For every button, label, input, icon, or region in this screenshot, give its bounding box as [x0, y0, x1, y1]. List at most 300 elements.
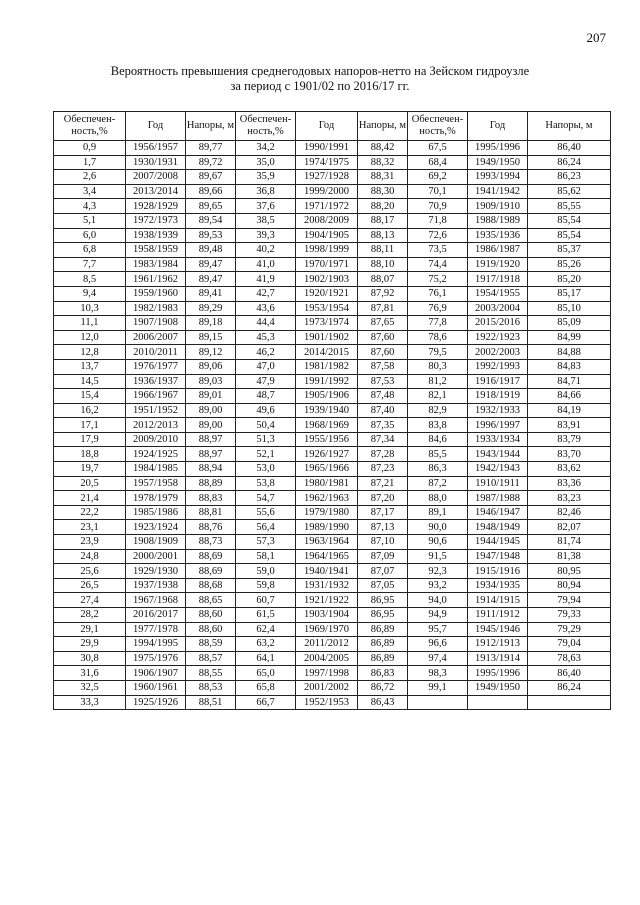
year-cell: 1927/1928	[296, 170, 358, 185]
table-row	[54, 213, 611, 228]
table-row	[54, 680, 611, 695]
probability-cell: 72,6	[408, 228, 468, 243]
head-cell: 88,97	[186, 432, 236, 447]
year-cell: 1909/1910	[468, 199, 528, 214]
page-number: 207	[586, 30, 606, 45]
head-cell: 89,03	[186, 374, 236, 389]
head-cell: 79,29	[528, 622, 611, 637]
head-cell: 86,24	[528, 680, 611, 695]
head-cell: 88,69	[186, 549, 236, 564]
year-cell: 1980/1981	[296, 476, 358, 491]
table-row	[54, 199, 611, 214]
probability-cell: 50,4	[236, 418, 296, 433]
table-row	[54, 432, 611, 447]
head-cell: 89,67	[186, 170, 236, 185]
head-cell: 87,35	[358, 418, 408, 433]
head-cell: 89,00	[186, 403, 236, 418]
probability-cell: 11,1	[54, 316, 126, 331]
year-cell: 1928/1929	[126, 199, 186, 214]
probability-cell: 6,8	[54, 243, 126, 258]
head-cell: 88,51	[186, 695, 236, 710]
probability-cell: 88,0	[408, 491, 468, 506]
table-row	[54, 374, 611, 389]
year-cell: 1915/1916	[468, 564, 528, 579]
head-cell: 85,54	[528, 213, 611, 228]
head-cell: 79,04	[528, 637, 611, 652]
table-row	[54, 666, 611, 681]
head-cell: 85,55	[528, 199, 611, 214]
head-cell: 86,89	[358, 651, 408, 666]
head-cell: 89,53	[186, 228, 236, 243]
head-cell: 87,28	[358, 447, 408, 462]
year-cell: 1984/1985	[126, 462, 186, 477]
probability-cell: 77,8	[408, 316, 468, 331]
head-cell: 88,60	[186, 622, 236, 637]
year-cell: 1952/1953	[296, 695, 358, 710]
head-cell: 87,60	[358, 345, 408, 360]
year-cell: 2002/2003	[468, 345, 528, 360]
probability-cell: 49,6	[236, 403, 296, 418]
year-cell: 1949/1950	[468, 155, 528, 170]
table-row	[54, 593, 611, 608]
probability-cell: 63,2	[236, 637, 296, 652]
probability-cell: 38,5	[236, 213, 296, 228]
year-cell: 1905/1906	[296, 389, 358, 404]
year-cell: 1954/1955	[468, 286, 528, 301]
probability-cell: 82,9	[408, 403, 468, 418]
head-cell: 87,60	[358, 330, 408, 345]
probability-cell: 90,0	[408, 520, 468, 535]
year-cell: 1934/1935	[468, 578, 528, 593]
year-cell: 1994/1995	[126, 637, 186, 652]
table-row	[54, 651, 611, 666]
probability-cell: 89,1	[408, 505, 468, 520]
probability-cell: 53,8	[236, 476, 296, 491]
title-line-2: за период с 1901/02 по 2016/17 гг.	[230, 79, 410, 93]
year-cell: 1916/1917	[468, 374, 528, 389]
head-cell: 89,00	[186, 418, 236, 433]
year-cell: 1920/1921	[296, 286, 358, 301]
head-cell: 83,70	[528, 447, 611, 462]
year-cell: 1948/1949	[468, 520, 528, 535]
head-cell: 84,19	[528, 403, 611, 418]
year-cell: 1998/1999	[296, 243, 358, 258]
year-cell: 2000/2001	[126, 549, 186, 564]
head-cell: 88,89	[186, 476, 236, 491]
year-cell: 1901/1902	[296, 330, 358, 345]
probability-cell: 39,3	[236, 228, 296, 243]
probability-cell: 51,3	[236, 432, 296, 447]
head-cell: 87,65	[358, 316, 408, 331]
head-cell: 88,42	[358, 141, 408, 156]
head-cell: 86,40	[528, 141, 611, 156]
head-cell: 84,88	[528, 345, 611, 360]
head-cell: 88,10	[358, 257, 408, 272]
year-cell: 1906/1907	[126, 666, 186, 681]
probability-cell: 98,3	[408, 666, 468, 681]
year-cell: 1981/1982	[296, 359, 358, 374]
head-cell: 88,13	[358, 228, 408, 243]
head-cell: 89,01	[186, 389, 236, 404]
head-cell: 88,20	[358, 199, 408, 214]
probability-cell: 97,4	[408, 651, 468, 666]
probability-cell: 78,6	[408, 330, 468, 345]
year-cell: 1912/1913	[468, 637, 528, 652]
probability-cell: 37,6	[236, 199, 296, 214]
table-row	[54, 359, 611, 374]
year-cell: 1999/2000	[296, 184, 358, 199]
year-cell: 1955/1956	[296, 432, 358, 447]
head-cell: 81,74	[528, 535, 611, 550]
probability-cell: 60,7	[236, 593, 296, 608]
head-cell: 88,69	[186, 564, 236, 579]
probability-cell: 83,8	[408, 418, 468, 433]
probability-cell: 36,8	[236, 184, 296, 199]
head-cell: 83,36	[528, 476, 611, 491]
header-head-1: Напоры, м	[186, 112, 236, 141]
table-row	[54, 418, 611, 433]
probability-cell: 75,2	[408, 272, 468, 287]
table-row	[54, 257, 611, 272]
probability-cell: 79,5	[408, 345, 468, 360]
probability-cell: 82,1	[408, 389, 468, 404]
year-cell: 1907/1908	[126, 316, 186, 331]
year-cell: 1941/1942	[468, 184, 528, 199]
year-cell: 1979/1980	[296, 505, 358, 520]
probability-cell: 29,1	[54, 622, 126, 637]
head-cell: 87,20	[358, 491, 408, 506]
probability-cell: 90,6	[408, 535, 468, 550]
year-cell: 1944/1945	[468, 535, 528, 550]
year-cell: 1965/1966	[296, 462, 358, 477]
probability-cell: 30,8	[54, 651, 126, 666]
year-cell: 1939/1940	[296, 403, 358, 418]
head-cell: 87,40	[358, 403, 408, 418]
year-cell: 1911/1912	[468, 608, 528, 623]
year-cell: 1925/1926	[126, 695, 186, 710]
table-row	[54, 345, 611, 360]
probability-cell: 59,8	[236, 578, 296, 593]
probability-cell: 40,2	[236, 243, 296, 258]
head-cell: 89,15	[186, 330, 236, 345]
year-cell: 1942/1943	[468, 462, 528, 477]
probability-cell: 33,3	[54, 695, 126, 710]
year-cell: 1902/1903	[296, 272, 358, 287]
probability-cell: 13,7	[54, 359, 126, 374]
head-cell: 88,65	[186, 593, 236, 608]
probability-cell: 70,9	[408, 199, 468, 214]
year-cell: 1946/1947	[468, 505, 528, 520]
year-cell: 1977/1978	[126, 622, 186, 637]
year-cell: 1971/1972	[296, 199, 358, 214]
table-row	[54, 403, 611, 418]
head-cell: 83,62	[528, 462, 611, 477]
head-cell: 88,73	[186, 535, 236, 550]
probability-cell: 93,2	[408, 578, 468, 593]
head-cell: 87,17	[358, 505, 408, 520]
year-cell: 1949/1950	[468, 680, 528, 695]
probability-cell: 65,8	[236, 680, 296, 695]
year-cell: 1919/1920	[468, 257, 528, 272]
year-cell: 1997/1998	[296, 666, 358, 681]
head-cell: 85,10	[528, 301, 611, 316]
head-cell: 89,12	[186, 345, 236, 360]
head-cell: 87,21	[358, 476, 408, 491]
probability-cell: 18,8	[54, 447, 126, 462]
year-cell: 2012/2013	[126, 418, 186, 433]
head-cell: 89,47	[186, 257, 236, 272]
probability-cell: 67,5	[408, 141, 468, 156]
probability-cell: 44,4	[236, 316, 296, 331]
probability-cell: 24,8	[54, 549, 126, 564]
probability-cell: 71,8	[408, 213, 468, 228]
probability-cell: 84,6	[408, 432, 468, 447]
table-row	[54, 316, 611, 331]
table-header-row	[54, 112, 611, 141]
head-cell: 86,23	[528, 170, 611, 185]
year-cell: 1929/1930	[126, 564, 186, 579]
table-row	[54, 330, 611, 345]
probability-cell: 20,5	[54, 476, 126, 491]
year-cell: 1987/1988	[468, 491, 528, 506]
probability-cell: 48,7	[236, 389, 296, 404]
year-cell: 1967/1968	[126, 593, 186, 608]
year-cell: 1959/1960	[126, 286, 186, 301]
probability-cell: 95,7	[408, 622, 468, 637]
year-cell: 1962/1963	[296, 491, 358, 506]
head-cell: 87,05	[358, 578, 408, 593]
head-cell: 87,23	[358, 462, 408, 477]
head-cell: 84,99	[528, 330, 611, 345]
year-cell: 1953/1954	[296, 301, 358, 316]
head-cell: 83,23	[528, 491, 611, 506]
header-head-3: Напоры, м	[528, 112, 611, 141]
table-row	[54, 228, 611, 243]
year-cell: 1976/1977	[126, 359, 186, 374]
probability-cell: 23,9	[54, 535, 126, 550]
probability-cell: 55,6	[236, 505, 296, 520]
head-cell: 85,17	[528, 286, 611, 301]
head-cell: 88,68	[186, 578, 236, 593]
probability-cell: 87,2	[408, 476, 468, 491]
table-row	[54, 520, 611, 535]
head-cell: 88,53	[186, 680, 236, 695]
head-cell: 86,83	[358, 666, 408, 681]
probability-cell: 74,4	[408, 257, 468, 272]
head-cell: 78,63	[528, 651, 611, 666]
probability-cell: 46,2	[236, 345, 296, 360]
probability-cell: 69,2	[408, 170, 468, 185]
probability-cell: 65,0	[236, 666, 296, 681]
head-cell: 86,43	[358, 695, 408, 710]
probability-cell: 45,3	[236, 330, 296, 345]
year-cell: 1991/1992	[296, 374, 358, 389]
year-cell: 1922/1923	[468, 330, 528, 345]
probability-cell: 6,0	[54, 228, 126, 243]
probability-cell: 41,0	[236, 257, 296, 272]
year-cell: 2011/2012	[296, 637, 358, 652]
year-cell: 1923/1924	[126, 520, 186, 535]
head-cell: 87,13	[358, 520, 408, 535]
probability-cell: 19,7	[54, 462, 126, 477]
probability-cell: 61,5	[236, 608, 296, 623]
year-cell: 1932/1933	[468, 403, 528, 418]
year-cell: 1983/1984	[126, 257, 186, 272]
probability-cell: 73,5	[408, 243, 468, 258]
probability-cell: 21,4	[54, 491, 126, 506]
head-cell: 88,76	[186, 520, 236, 535]
probability-cell: 58,1	[236, 549, 296, 564]
year-cell: 1910/1911	[468, 476, 528, 491]
head-cell: 89,72	[186, 155, 236, 170]
head-cell: 83,79	[528, 432, 611, 447]
probability-cell: 70,1	[408, 184, 468, 199]
year-cell: 2007/2008	[126, 170, 186, 185]
year-cell: 2001/2002	[296, 680, 358, 695]
head-cell: 87,10	[358, 535, 408, 550]
year-cell: 1914/1915	[468, 593, 528, 608]
probability-cell: 52,1	[236, 447, 296, 462]
table-row	[54, 389, 611, 404]
table-row	[54, 301, 611, 316]
probability-cell: 8,5	[54, 272, 126, 287]
probability-cell: 43,6	[236, 301, 296, 316]
head-cell: 87,53	[358, 374, 408, 389]
probability-cell: 59,0	[236, 564, 296, 579]
title-line-1: Вероятность превышения среднегодовых напоров-нетто на Зейском гидроузле	[110, 64, 530, 78]
head-cell: 86,95	[358, 608, 408, 623]
probability-cell: 47,0	[236, 359, 296, 374]
probability-cell: 42,7	[236, 286, 296, 301]
year-cell: 1930/1931	[126, 155, 186, 170]
head-cell: 85,09	[528, 316, 611, 331]
probability-cell: 14,5	[54, 374, 126, 389]
year-cell: 2006/2007	[126, 330, 186, 345]
year-cell: 1969/1970	[296, 622, 358, 637]
probability-cell: 31,6	[54, 666, 126, 681]
probability-cell: 41,9	[236, 272, 296, 287]
year-cell: 1964/1965	[296, 549, 358, 564]
year-cell: 1926/1927	[296, 447, 358, 462]
year-cell: 1974/1975	[296, 155, 358, 170]
probability-cell: 91,5	[408, 549, 468, 564]
probability-cell: 57,3	[236, 535, 296, 550]
probability-cell: 26,5	[54, 578, 126, 593]
year-cell: 1995/1996	[468, 666, 528, 681]
year-cell: 1961/1962	[126, 272, 186, 287]
head-cell: 89,77	[186, 141, 236, 156]
head-cell: 87,07	[358, 564, 408, 579]
head-cell: 88,59	[186, 637, 236, 652]
probability-cell: 96,6	[408, 637, 468, 652]
year-cell: 1958/1959	[126, 243, 186, 258]
probability-cell: 5,1	[54, 213, 126, 228]
year-cell: 1951/1952	[126, 403, 186, 418]
head-cell: 84,83	[528, 359, 611, 374]
year-cell: 1913/1914	[468, 651, 528, 666]
year-cell: 2016/2017	[126, 608, 186, 623]
head-cell: 89,41	[186, 286, 236, 301]
year-cell: 1988/1989	[468, 213, 528, 228]
probability-cell: 22,2	[54, 505, 126, 520]
probability-cell: 7,7	[54, 257, 126, 272]
year-cell: 1986/1987	[468, 243, 528, 258]
head-cell: 87,48	[358, 389, 408, 404]
year-cell: 1968/1969	[296, 418, 358, 433]
probability-cell: 35,0	[236, 155, 296, 170]
probability-cell: 47,9	[236, 374, 296, 389]
year-cell: 1992/1993	[468, 359, 528, 374]
probability-cell: 1,7	[54, 155, 126, 170]
probability-cell: 85,5	[408, 447, 468, 462]
header-probability-3: Обеспечен-ность,%	[408, 112, 468, 141]
header-probability-2: Обеспечен-ность,%	[236, 112, 296, 141]
probability-cell: 17,9	[54, 432, 126, 447]
year-cell: 1970/1971	[296, 257, 358, 272]
year-cell: 1960/1961	[126, 680, 186, 695]
head-cell: 88,30	[358, 184, 408, 199]
year-cell: 1972/1973	[126, 213, 186, 228]
head-cell: 82,07	[528, 520, 611, 535]
year-cell: 2013/2014	[126, 184, 186, 199]
table-row	[54, 549, 611, 564]
head-cell: 88,32	[358, 155, 408, 170]
head-cell: 85,37	[528, 243, 611, 258]
probability-cell: 25,6	[54, 564, 126, 579]
head-cell: 89,66	[186, 184, 236, 199]
probability-cell: 17,1	[54, 418, 126, 433]
year-cell: 1982/1983	[126, 301, 186, 316]
year-cell: 2010/2011	[126, 345, 186, 360]
table-body	[54, 141, 611, 710]
head-cell: 85,54	[528, 228, 611, 243]
head-cell: 86,89	[358, 622, 408, 637]
year-cell: 1937/1938	[126, 578, 186, 593]
probability-cell: 23,1	[54, 520, 126, 535]
year-cell: 1940/1941	[296, 564, 358, 579]
year-cell: 1978/1979	[126, 491, 186, 506]
table-row	[54, 243, 611, 258]
probability-cell: 35,9	[236, 170, 296, 185]
head-cell: 89,47	[186, 272, 236, 287]
head-cell: 88,31	[358, 170, 408, 185]
year-cell: 1917/1918	[468, 272, 528, 287]
probability-cell: 9,4	[54, 286, 126, 301]
year-cell: 2014/2015	[296, 345, 358, 360]
probability-cell: 81,2	[408, 374, 468, 389]
year-cell	[468, 695, 528, 710]
probability-cell: 56,4	[236, 520, 296, 535]
head-cell: 89,54	[186, 213, 236, 228]
probability-cell: 80,3	[408, 359, 468, 374]
head-cell: 89,06	[186, 359, 236, 374]
head-cell: 85,62	[528, 184, 611, 199]
probability-cell: 76,9	[408, 301, 468, 316]
year-cell: 1938/1939	[126, 228, 186, 243]
table-row	[54, 695, 611, 710]
year-cell: 1993/1994	[468, 170, 528, 185]
head-cell: 86,24	[528, 155, 611, 170]
head-cell: 85,26	[528, 257, 611, 272]
year-cell: 1924/1925	[126, 447, 186, 462]
year-cell: 2003/2004	[468, 301, 528, 316]
year-cell: 1908/1909	[126, 535, 186, 550]
probability-cell: 0,9	[54, 141, 126, 156]
probability-cell: 62,4	[236, 622, 296, 637]
year-cell: 1973/1974	[296, 316, 358, 331]
probability-cell: 54,7	[236, 491, 296, 506]
year-cell: 1985/1986	[126, 505, 186, 520]
